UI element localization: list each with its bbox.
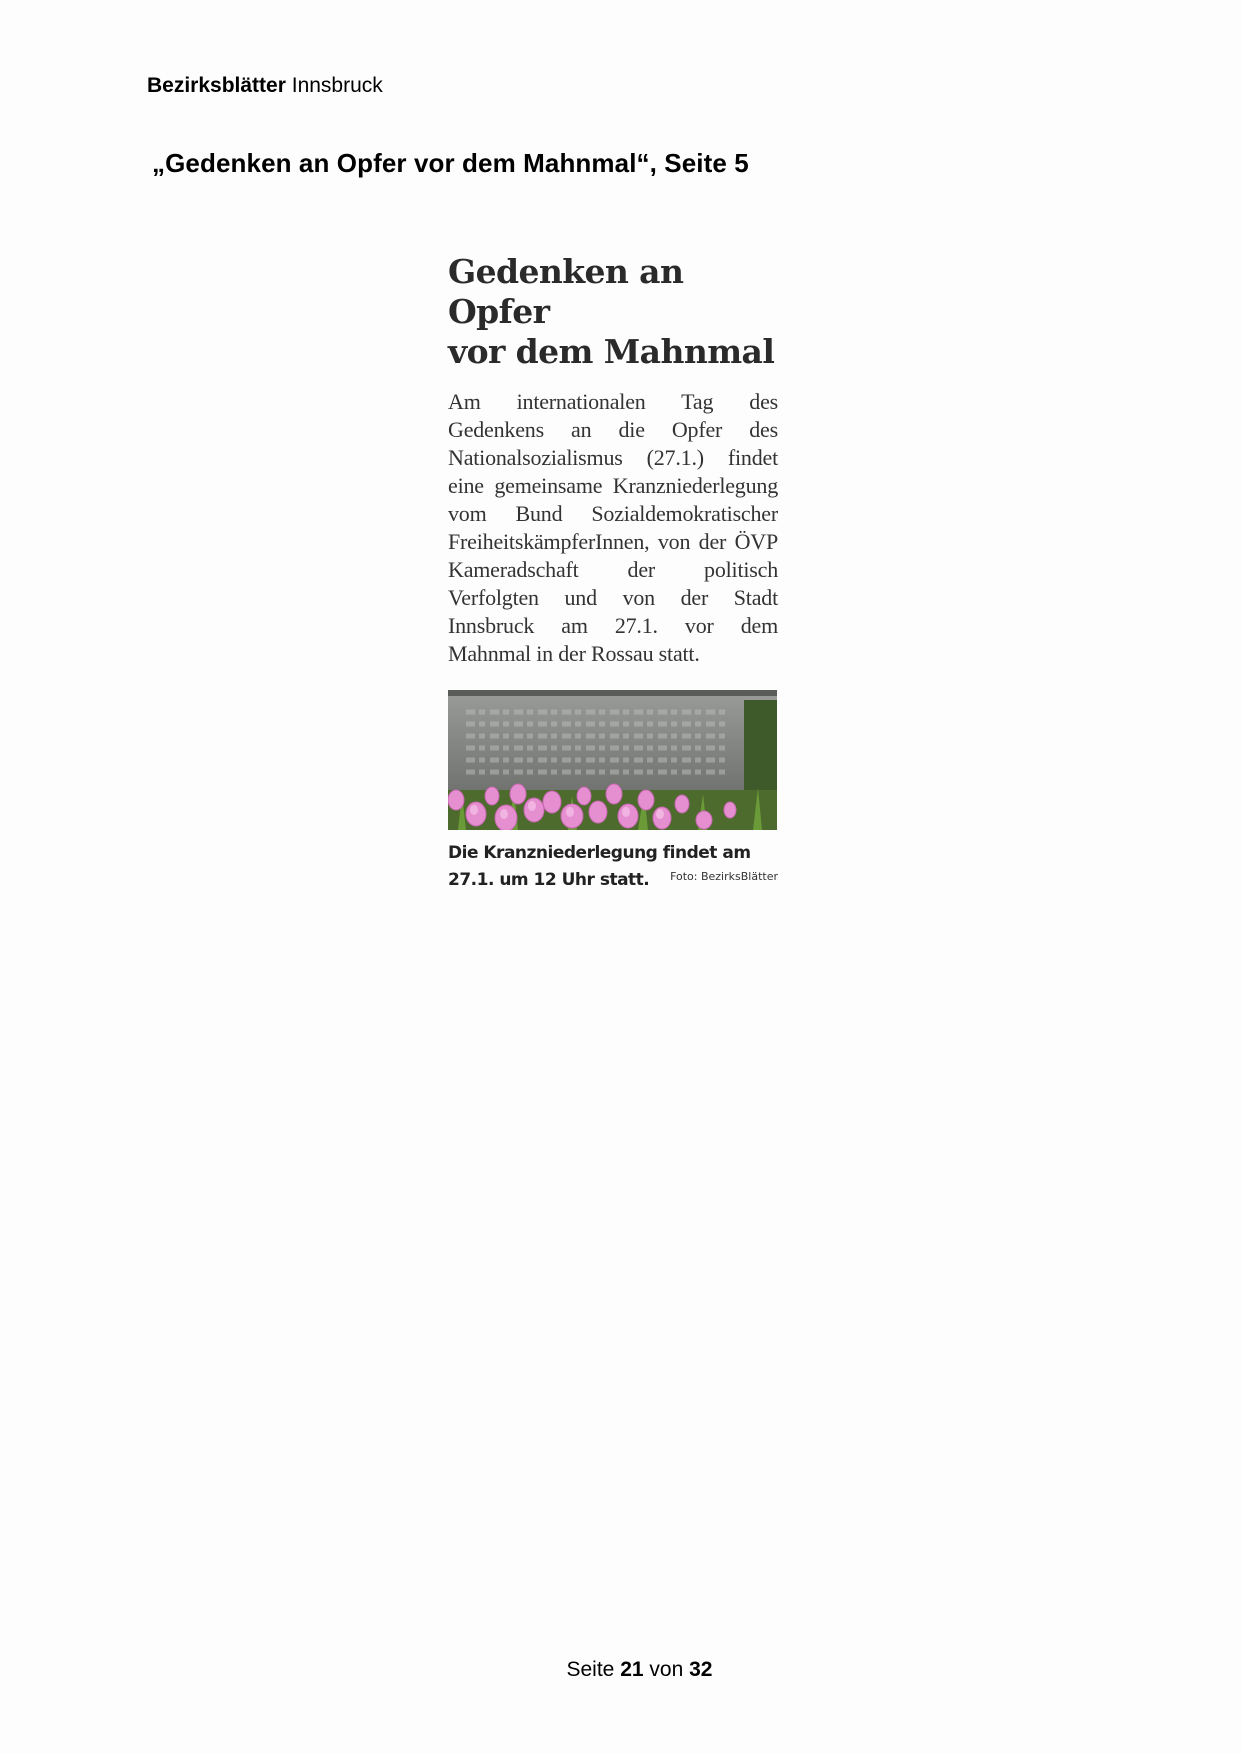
photo-caption xyxy=(448,840,778,894)
page-footer xyxy=(0,1658,1241,1682)
publication-location: Innsbruck xyxy=(291,74,383,97)
document-title: „Gedenken an Opfer vor dem Mahnmal“, Seite 5 xyxy=(152,148,749,178)
clipping-body: Am internationalen Tag des Gedenkens an die Opfer des Nationalsozialismus (27.1.) findet eine gemeinsame Kranzniederlegung vom Bund Sozialdemokratischer FreiheitskämpferInnen, von der ÖVP Kameradschaft der politisch Verfolgten und von der Stadt Innsbruck am 27.1. vor dem Mahnmal in der Rossau statt. xyxy=(448,389,778,666)
page-header xyxy=(147,74,383,98)
caption-line-1: Die Kranzniederlegung findet am xyxy=(448,843,751,863)
current-page: 21 xyxy=(620,1658,644,1681)
memorial-tulips-image xyxy=(448,690,777,830)
headline-line-1: Gedenken an Opfer xyxy=(448,252,684,331)
publication-name: Bezirksblätter xyxy=(147,74,286,97)
clipping-headline xyxy=(448,252,778,372)
headline-line-2: vor dem Mahnmal xyxy=(448,332,775,371)
photo-credit: Foto: BezirksBlätter xyxy=(670,870,778,883)
newspaper-clipping xyxy=(448,252,778,894)
page-prefix: Seite xyxy=(566,1658,615,1681)
page-separator: von xyxy=(649,1658,684,1681)
memorial-photo xyxy=(448,690,777,830)
caption-line-2: 27.1. um 12 Uhr statt. xyxy=(448,870,650,890)
page-number xyxy=(19,1658,1241,1682)
total-pages: 32 xyxy=(689,1658,713,1681)
